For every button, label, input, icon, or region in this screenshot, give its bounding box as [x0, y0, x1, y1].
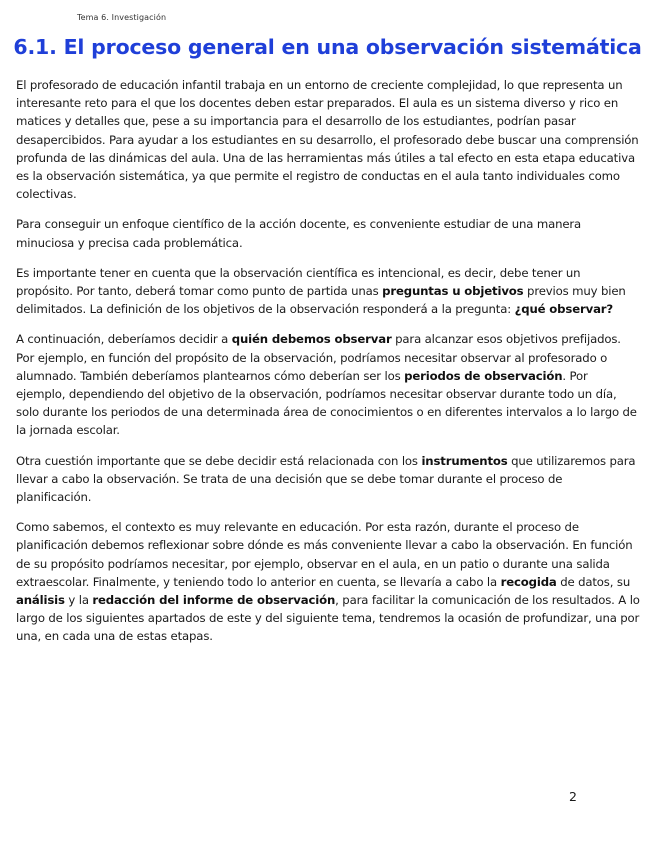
text-run: para alcanzar esos objetivos prefijados. Por ejemplo, en función del propósito de la observación, podríamos necesitar observar al profesorado o alumnado. También deberíamos plantearnos cómo deberían ser los	[16, 332, 621, 383]
bold-term: periodos de observación	[404, 368, 563, 383]
text-run: , para facilitar la comunicación de los resultados. A lo largo de los siguientes apartados de este y del siguiente tema, tendremos la ocasión de profundizar, una por una, en cada una de estas etapas.	[16, 593, 640, 644]
bold-term: preguntas u objetivos	[382, 284, 524, 299]
section-title: 6.1. El proceso general en una observación sistemática	[13, 35, 642, 59]
bold-term: redacción del informe de observación	[92, 593, 336, 608]
text-run: Es importante tener en cuenta que la observación científica es intencional, es decir, debe tener un propósito. Por tanto, deberá tomar como punto de partida unas	[16, 265, 581, 299]
paragraph-scientific-approach: Para conseguir un enfoque científico de la acción docente, es conveniente estudiar de una manera minuciosa y precisa cada problemática.	[16, 217, 582, 250]
paragraph-intro: El profesorado de educación infantil trabaja en un entorno de creciente complejidad, lo que representa un interesante reto para el que los docentes deben estar preparados. El aula es un sistema diverso y rico en matices y detalles que, pese a su importancia para el desarrollo de los estudiantes, podrían pasar desapercibidos. Para ayudar a los estudiantes en su desarrollo, el profesorado debe buscar una comprensión profunda de las dinámicas del aula. Una de las herramientas más útiles a tal efecto en esta etapa educativa es la observación sistemática, ya que permite el registro de conductas en el aula tanto individuales como colectivas.	[16, 78, 639, 202]
paragraph-objectives	[16, 264, 640, 319]
bold-term: ¿qué observar?	[514, 302, 614, 317]
document-body	[16, 76, 640, 658]
text-run: y la	[64, 593, 93, 608]
bold-term: recogida	[500, 574, 557, 589]
text-run: A continuación, deberíamos decidir a	[16, 332, 232, 347]
text-run: . Por ejemplo, dependiendo del objetivo de la observación, podríamos necesitar observar durante todo un día, solo durante los periodos de una determinada área de conocimientos o en diferentes intervalos a lo largo de la jornada escolar.	[16, 368, 637, 438]
text-run: Otra cuestión importante que se debe decidir está relacionada con los	[16, 453, 422, 468]
text-run: que utilizaremos para llevar a cabo la observación. Se trata de una decisión que se debe tomar durante el proceso de planificación.	[16, 453, 636, 505]
paragraph-who-observe	[16, 330, 640, 439]
text-run: previos muy bien delimitados. La definición de los objetivos de la observación responderá a la pregunta:	[16, 284, 626, 317]
bold-term: quién debemos observar	[231, 332, 392, 347]
running-header: Tema 6. Investigación	[77, 13, 167, 22]
paragraph-instruments	[16, 452, 640, 507]
page-number: 2	[569, 789, 577, 804]
text-run: de datos, su	[556, 574, 631, 589]
bold-term: análisis	[16, 593, 65, 608]
paragraph-context	[16, 518, 640, 645]
text-run: Como sabemos, el contexto es muy relevante en educación. Por esta razón, durante el proceso de planificación debemos reflexionar sobre dónde es más conveniente llevar a cabo la observación. En función de su propósito podríamos necesitar, por ejemplo, observar en el aula, en un patio o durante una salida extraescolar. Finalmente, y teniendo todo lo anterior en cuenta, se llevaría a cabo la	[16, 520, 633, 589]
bold-term: instrumentos	[421, 453, 508, 468]
